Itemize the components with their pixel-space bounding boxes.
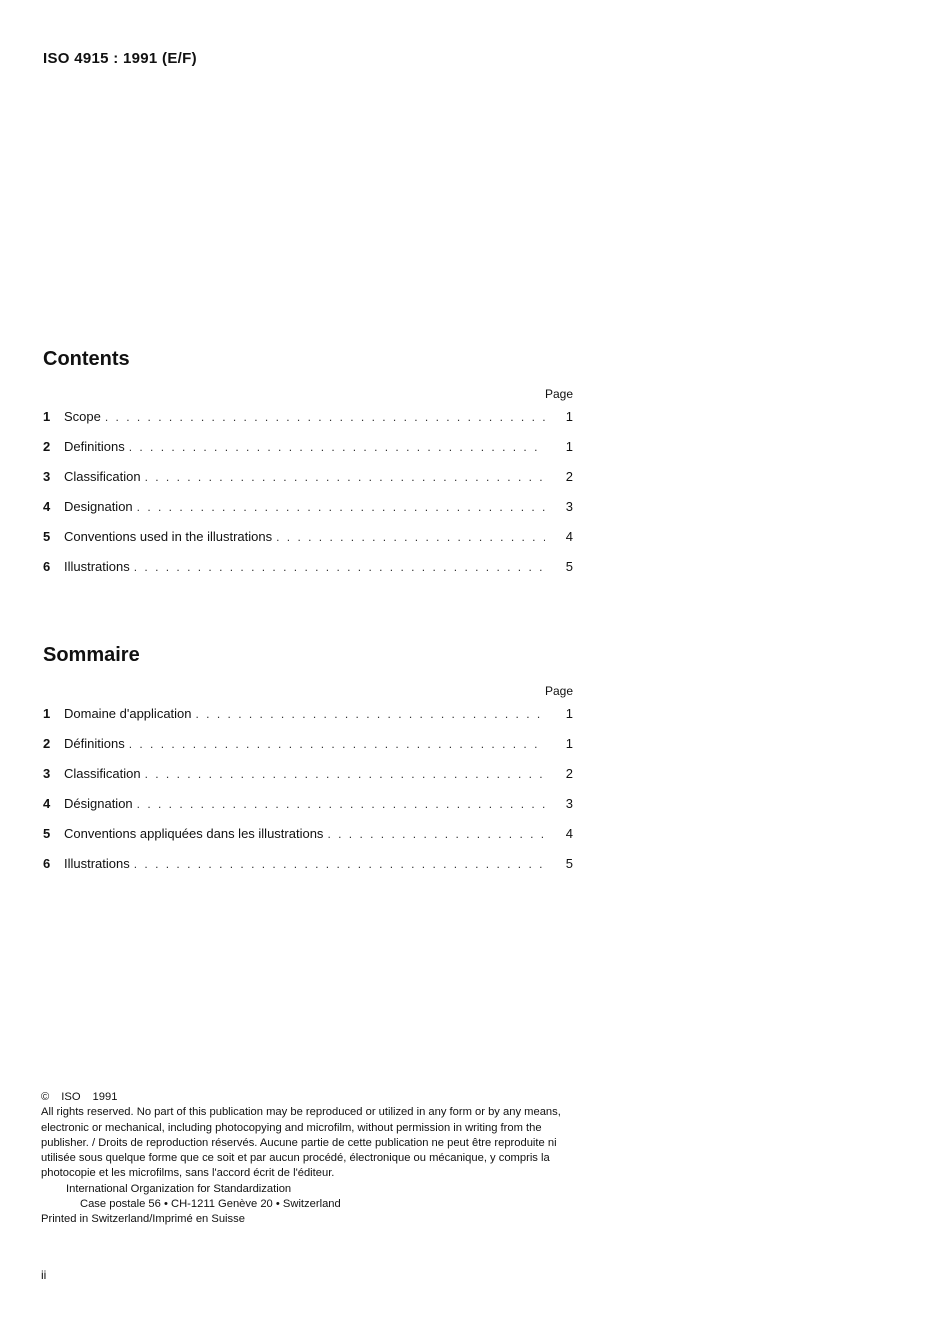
contents-title: Contents	[43, 348, 130, 370]
toc-page: 2	[565, 469, 573, 484]
toc-leader	[145, 467, 545, 487]
toc-item[interactable]	[43, 527, 573, 547]
toc-page: 1	[565, 439, 573, 454]
sommaire-page-label: Page	[544, 684, 573, 698]
toc-number: 5	[43, 826, 51, 841]
toc-page: 4	[565, 529, 573, 544]
toc-item[interactable]	[43, 824, 573, 844]
toc-leader	[105, 407, 545, 427]
toc-leader	[276, 527, 545, 547]
toc-title: Définitions	[64, 736, 125, 751]
copyright-block	[41, 1090, 573, 1228]
document-header: ISO 4915 : 1991 (E/F)	[43, 50, 197, 67]
toc-title: Conventions appliquées dans les illustrations	[64, 826, 324, 841]
toc-title: Domaine d'application	[64, 706, 192, 721]
toc-title: Classification	[64, 469, 141, 484]
toc-number: 4	[43, 499, 51, 514]
toc-item[interactable]	[43, 437, 573, 457]
toc-item[interactable]	[43, 497, 573, 517]
toc-title: Classification	[64, 766, 141, 781]
toc-number: 2	[43, 439, 51, 454]
toc-page: 1	[565, 706, 573, 721]
toc-leader	[137, 794, 545, 814]
toc-title: Illustrations	[64, 559, 130, 574]
copyright-line	[41, 1090, 573, 1105]
organization-address: Case postale 56 • CH-1211 Genève 20 • Switzerland	[80, 1198, 341, 1211]
toc-leader	[129, 734, 545, 754]
toc-leader	[327, 824, 545, 844]
toc-page: 3	[565, 796, 573, 811]
toc-leader	[134, 557, 545, 577]
toc-number: 1	[43, 706, 51, 721]
sommaire-title: Sommaire	[43, 644, 140, 666]
toc-number: 6	[43, 559, 51, 574]
copyright-org: ISO	[61, 1091, 81, 1103]
toc-leader	[145, 764, 545, 784]
toc-page: 1	[565, 736, 573, 751]
page-number: ii	[41, 1268, 47, 1282]
printed-in: Printed in Switzerland/Imprimé en Suisse	[41, 1213, 245, 1226]
toc-page: 5	[565, 856, 573, 871]
toc-number: 3	[43, 469, 51, 484]
toc-title: Désignation	[64, 796, 133, 811]
toc-leader	[137, 497, 545, 517]
toc-leader	[134, 854, 545, 874]
toc-leader	[196, 704, 545, 724]
toc-page: 2	[565, 766, 573, 781]
toc-number: 4	[43, 796, 51, 811]
toc-page: 5	[565, 559, 573, 574]
toc-title: Conventions used in the illustrations	[64, 529, 273, 544]
toc-item[interactable]	[43, 764, 573, 784]
toc-title: Illustrations	[64, 856, 130, 871]
toc-title: Scope	[64, 409, 101, 424]
toc-item[interactable]	[43, 557, 573, 577]
toc-item[interactable]	[43, 407, 573, 427]
toc-item[interactable]	[43, 734, 573, 754]
toc-page: 3	[565, 499, 573, 514]
toc-title: Designation	[64, 499, 133, 514]
toc-number: 3	[43, 766, 51, 781]
toc-page: 1	[565, 409, 573, 424]
toc-item[interactable]	[43, 794, 573, 814]
toc-item[interactable]	[43, 854, 573, 874]
contents-page-label: Page	[544, 387, 573, 401]
toc-item[interactable]	[43, 467, 573, 487]
copyright-notice: All rights reserved. No part of this publication may be reproduced or utilized in any form or by any means, electronic or mechanical, including photocopying and microfilm, without permission in writing from the publisher. / Droits de reproduction réservés. Aucune partie de cette publication ne peut être reproduite ni utilisée sous quelque forme que ce soit et par aucun procédé, électronique ou mécanique, y compris la photocopie et les microfilms, sans l'accord écrit de l'éditeur.	[41, 1106, 561, 1180]
toc-title: Definitions	[64, 439, 125, 454]
toc-item[interactable]	[43, 704, 573, 724]
toc-number: 2	[43, 736, 51, 751]
organization-name: International Organization for Standardization	[66, 1182, 292, 1195]
toc-page: 4	[565, 826, 573, 841]
toc-number: 1	[43, 409, 51, 424]
copyright-icon: ©	[41, 1091, 50, 1103]
copyright-year: 1991	[92, 1091, 118, 1103]
toc-leader	[129, 437, 545, 457]
toc-number: 6	[43, 856, 51, 871]
toc-number: 5	[43, 529, 51, 544]
